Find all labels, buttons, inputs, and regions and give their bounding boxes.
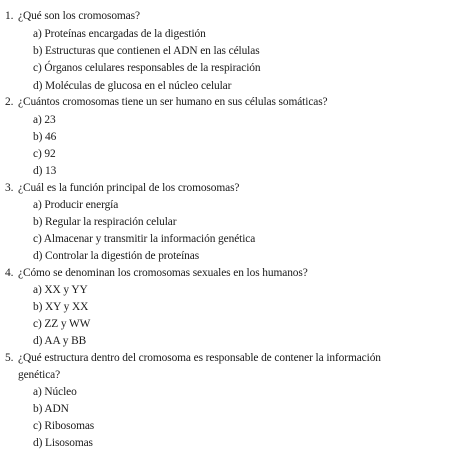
question-5	[5, 352, 381, 365]
option-1a[interactable]: a) Proteínas encargadas de la digestión	[33, 28, 206, 40]
option-4a[interactable]: a) XX y YY	[33, 284, 88, 296]
question-text: ¿Cómo se denominan los cromosomas sexuales en los humanos?	[18, 267, 308, 279]
option-1c[interactable]: c) Órganos celulares responsables de la respiración	[33, 62, 261, 74]
option-4c[interactable]: c) ZZ y WW	[33, 318, 91, 330]
option-2a[interactable]: a) 23	[33, 114, 56, 126]
option-3a[interactable]: a) Producir energía	[33, 199, 119, 211]
option-5b[interactable]: b) ADN	[33, 403, 69, 415]
option-2d[interactable]: d) 13	[33, 165, 57, 177]
question-number: 5.	[5, 352, 14, 364]
question-2	[5, 96, 328, 109]
question-5-continuation: genética?	[18, 369, 61, 381]
question-text: ¿Cuál es la función principal de los cromosomas?	[18, 182, 240, 194]
question-text: ¿Qué estructura dentro del cromosoma es responsable de contener la información	[18, 352, 381, 364]
question-4	[5, 267, 308, 280]
option-1d[interactable]: d) Moléculas de glucosa en el núcleo celular	[33, 80, 232, 92]
question-number: 4.	[5, 267, 14, 279]
question-number: 1.	[5, 10, 14, 22]
option-3c[interactable]: c) Almacenar y transmitir la información genética	[33, 233, 256, 245]
option-3b[interactable]: b) Regular la respiración celular	[33, 216, 177, 228]
question-text: ¿Cuántos cromosomas tiene un ser humano en sus células somáticas?	[18, 96, 328, 108]
option-1b[interactable]: b) Estructuras que contienen el ADN en las células	[33, 45, 260, 57]
option-2c[interactable]: c) 92	[33, 148, 56, 160]
question-1	[5, 10, 140, 23]
question-3	[5, 182, 239, 195]
question-text: ¿Qué son los cromosomas?	[18, 10, 140, 22]
option-2b[interactable]: b) 46	[33, 131, 57, 143]
option-5d[interactable]: d) Lisosomas	[33, 437, 93, 449]
question-number: 3.	[5, 182, 14, 194]
question-number: 2.	[5, 96, 14, 108]
option-5c[interactable]: c) Ribosomas	[33, 420, 95, 432]
option-5a[interactable]: a) Núcleo	[33, 386, 77, 398]
option-4d[interactable]: d) AA y BB	[33, 335, 87, 347]
option-3d[interactable]: d) Controlar la digestión de proteínas	[33, 250, 200, 262]
option-4b[interactable]: b) XY y XX	[33, 301, 89, 313]
